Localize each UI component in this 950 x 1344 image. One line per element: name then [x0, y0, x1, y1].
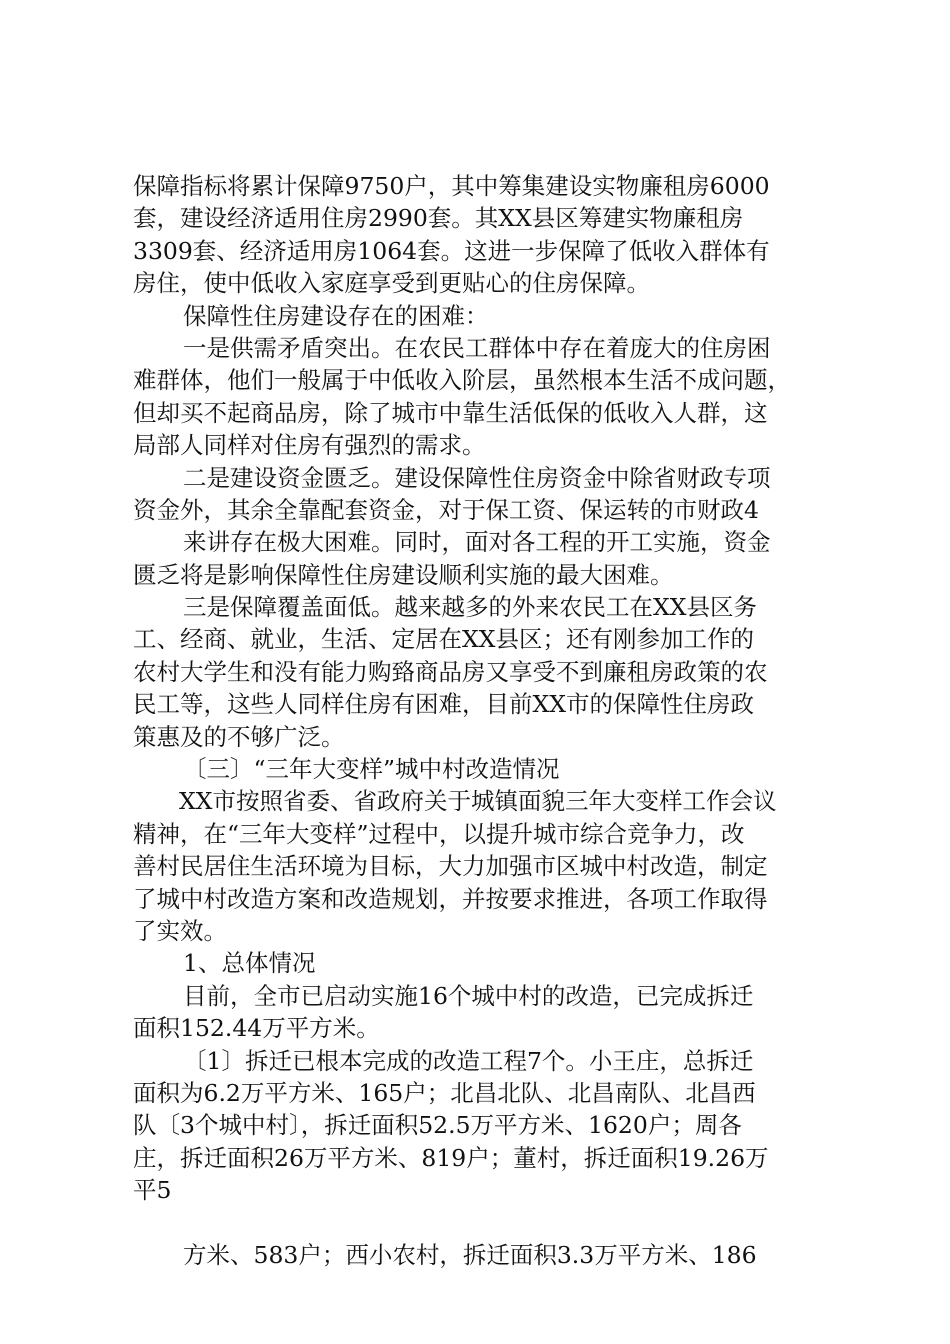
text-line: 套，建设经济适用住房2990套。其XX县区筹建实物廉租房	[133, 204, 744, 233]
text-line: 队〔3个城中村〕，拆迁面积52.5万平方米、1620户；周各	[133, 1111, 742, 1140]
text-line: 庄，拆迁面积26万平方米、819户；董村，拆迁面积19.26万	[133, 1143, 769, 1172]
text-line: 但却买不起商品房，除了城市中靠生活低保的低收入人群，这	[133, 398, 768, 427]
text-line: 匮乏将是影响保障性住房建设顺利实施的最大困难。	[133, 560, 674, 589]
text-line: 了城中村改造方案和改造规划，并按要求推进，各项工作取得	[133, 884, 768, 913]
text-line: 面积为6.2万平方米、165户；北昌北队、北昌南队、北昌西	[133, 1078, 756, 1107]
text-line: 保障指标将累计保障9750户，其中筹集建设实物廉租房6000	[133, 172, 770, 200]
text-line: 精神，在“三年大变样”过程中，以提升城市综合竞争力，改	[133, 819, 745, 848]
text-line: 〔1〕拆迁已根本完成的改造工程7个。小王庄，总拆迁	[183, 1046, 754, 1075]
text-line: 了实效。	[133, 916, 227, 945]
section-heading: 〔三〕“三年大变样”城中村改造情况	[183, 755, 560, 784]
section-heading: 保障性住房建设存在的困难：	[183, 301, 489, 330]
text-line: 善村民居住生活环境为目标，大力加强市区城中村改造，制定	[133, 852, 768, 881]
text-line: 民工等，这些人同样住房有困难，目前XX市的保障性住房政	[133, 690, 754, 719]
text-line: 资金外，其余全靠配套资金，对于保工资、保运转的市财政4	[133, 495, 759, 524]
text-line: 一是供需矛盾突出。在农民工群体中存在着庞大的住房困	[183, 333, 771, 362]
blank-line	[133, 1207, 833, 1239]
text-line: XX市按照省委、省政府关于城镇面貌三年大变样工作会议	[179, 787, 777, 816]
text-line: 来讲存在极大困难。同时，面对各工程的开工实施，资金	[183, 528, 771, 557]
text-line: 平5	[133, 1176, 172, 1205]
text-line: 难群体，他们一般属于中低收入阶层，虽然根本生活不成问题，	[133, 366, 791, 395]
text-line: 局部人同样对住房有强烈的需求。	[133, 431, 486, 460]
document-body	[133, 170, 833, 1271]
text-line: 三是保障覆盖面低。越来越多的外来农民工在XX县区务	[183, 593, 757, 622]
text-line: 目前，全市已启动实施16个城中村的改造，已完成拆迁	[183, 981, 754, 1010]
text-line: 二是建设资金匮乏。建设保障性住房资金中除省财政专项	[183, 463, 771, 492]
text-line: 策惠及的不够广泛。	[133, 722, 345, 751]
text-line: 面积152.44万平方米。	[133, 1014, 380, 1043]
section-heading: 1、总体情况	[183, 949, 316, 978]
text-line: 3309套、经济适用房1064套。这进一步保障了低收入群体有	[133, 236, 770, 265]
text-line: 工、经商、就业，生活、定居在XX县区；还有刚参加工作的	[133, 625, 754, 654]
text-line: 房住，使中低收入家庭享受到更贴心的住房保障。	[133, 269, 650, 298]
text-line: 农村大学生和没有能力购臵商品房又享受不到廉租房政策的农	[133, 657, 768, 686]
text-line: 方米、583户；西小农村，拆迁面积3.3万平方米、186	[183, 1240, 757, 1269]
